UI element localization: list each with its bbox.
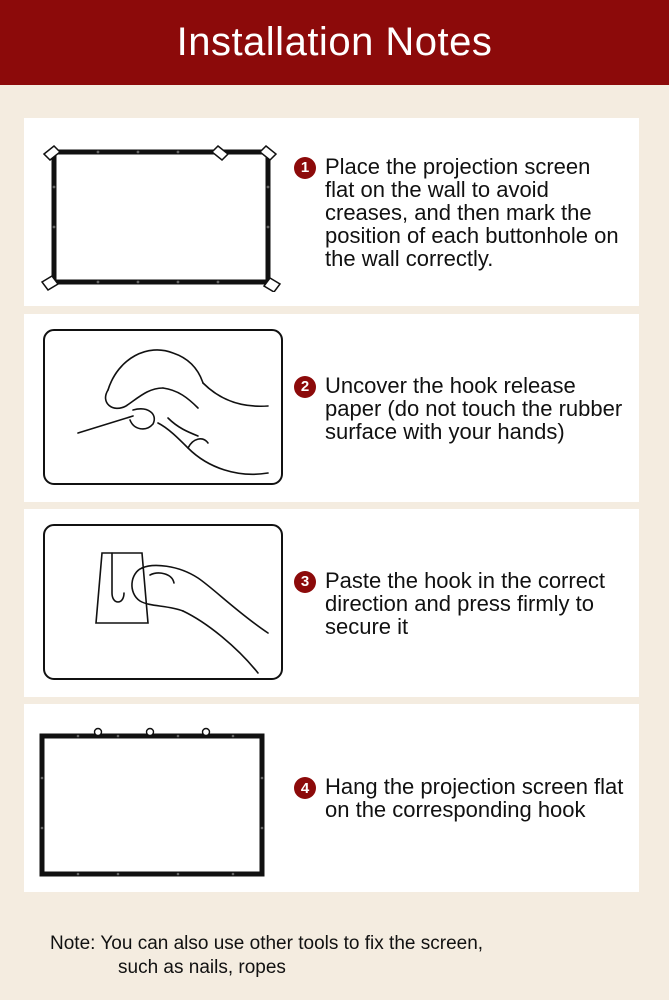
step-4	[294, 704, 634, 892]
step-1	[294, 118, 634, 306]
step-card-3	[24, 509, 639, 697]
step-number-badge: 2	[294, 376, 316, 398]
screen-with-clips-icon	[38, 132, 288, 292]
step-card-4	[24, 704, 639, 892]
page-title: Installation Notes	[176, 20, 493, 64]
header-banner	[0, 0, 669, 85]
step-text: Paste the hook in the correct direction and press firmly to secure it	[325, 567, 606, 639]
step-2	[294, 314, 634, 502]
step-text: Hang the projection screen flat on the corresponding hook	[325, 774, 624, 822]
step-card-2	[24, 314, 639, 502]
step-3	[294, 509, 634, 697]
step-number-badge: 4	[294, 777, 316, 799]
step-number-badge: 3	[294, 571, 316, 593]
installation-note	[50, 932, 650, 980]
screen-hanging-icon	[38, 718, 288, 878]
hand-peeling-icon	[38, 328, 288, 488]
step-text: Uncover the hook release paper (do not touch the rubber surface with your hands)	[325, 372, 623, 444]
note-line-1: Note: You can also use other tools to fix the screen,	[50, 933, 484, 954]
thumb-pressing-hook-icon	[38, 523, 288, 683]
step-card-1	[24, 118, 639, 306]
note-line-2: such as nails, ropes	[118, 957, 286, 978]
step-text: Place the projection screen flat on the wall to avoid creases, and then mark the position of each buttonhole on the wall correctly.	[325, 153, 619, 271]
step-number-badge: 1	[294, 157, 316, 179]
